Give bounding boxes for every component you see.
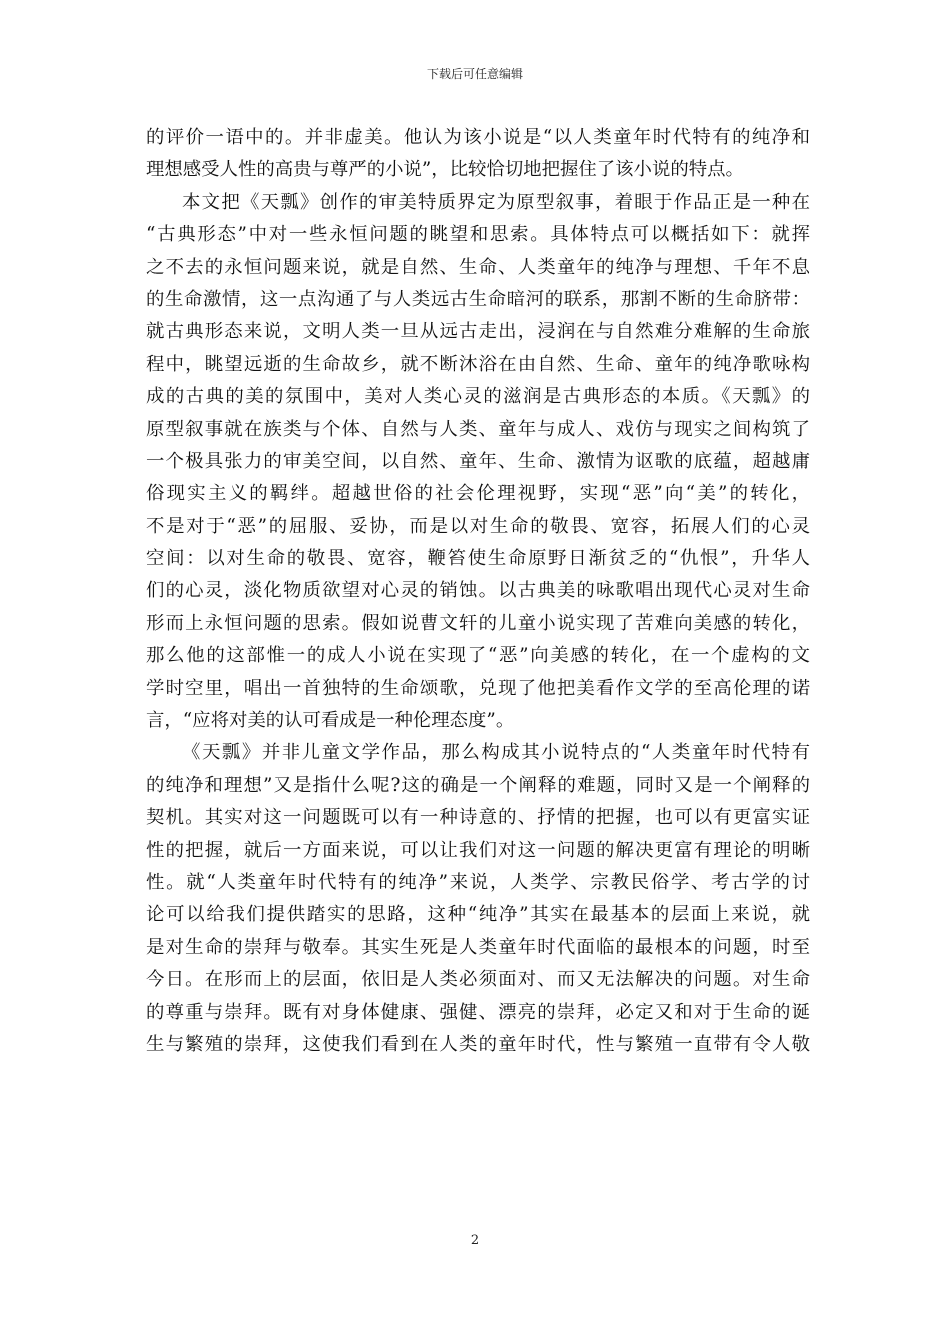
text-line: 的纯净和理想”又是指什么呢?这的确是一个阐释的难题，同时又是一个阐释的 [146, 774, 810, 796]
text-line: 是对生命的崇拜与敬奉。其实生死是人类童年时代面临的最根本的问题，时至 [146, 936, 810, 958]
text-line: 的评价一语中的。并非虚美。他认为该小说是“以人类童年时代特有的纯净和 [146, 127, 810, 148]
text-line: 不是对于“恶”的屈服、妥协，而是以对生命的敬畏、宽容，拓展人们的心灵 [146, 515, 810, 537]
text-line: 俗现实主义的羁绊。超越世俗的社会伦理视野，实现“恶”向“美”的转化， [146, 483, 810, 505]
text-line: 的尊重与崇拜。既有对身体健康、强健、漂亮的崇拜，必定又和对于生命的诞 [146, 1001, 810, 1023]
text-line: 理想感受人性的高贵与尊严的小说”，比较恰切地把握住了该小说的特点。 [146, 159, 744, 181]
text-line: 论可以给我们提供踏实的思路，这种“纯净”其实在最基本的层面上来说，就 [146, 904, 810, 926]
text-line: 言，“应将对美的认可看成是一种伦理态度”。 [146, 710, 515, 732]
page-number: 2 [470, 1233, 480, 1248]
text-line: 原型叙事就在族类与个体、自然与人类、童年与成人、戏仿与现实之间构筑了 [146, 418, 810, 440]
text-line: 那么他的这部惟一的成人小说在实现了“恶”向美感的转化，在一个虚构的文 [146, 645, 810, 667]
text-line: 的生命激情，这一点沟通了与人类远古生命暗河的联系，那割不断的生命脐带： [146, 288, 810, 310]
text-line: 本文把《天瓢》创作的审美特质界定为原型叙事，着眼于作品正是一种在 [182, 191, 810, 213]
text-line: 就古典形态来说，文明人类一旦从远古走出，浸润在与自然难分难解的生命旅 [146, 321, 810, 343]
text-line: 程中，眺望远逝的生命故乡，就不断沐浴在由自然、生命、童年的纯净歌咏构 [146, 353, 810, 375]
text-line: 空间：以对生命的敬畏、宽容，鞭笞使生命原野日渐贫乏的“仇恨”，升华人 [146, 548, 810, 570]
text-line: 契机。其实对这一问题既可以有一种诗意的、抒情的把握，也可以有更富实证 [146, 807, 810, 829]
text-line: 生与繁殖的崇拜，这使我们看到在人类的童年时代，性与繁殖一直带有令人敬 [146, 1033, 810, 1055]
text-line: 形而上永恒问题的思索。假如说曹文轩的儿童小说实现了苦难向美感的转化， [146, 612, 810, 634]
body-text [146, 122, 810, 1061]
text-line: 成的古典的美的氛围中，美对人类心灵的滋润是古典形态的本质。《天瓢》的 [146, 386, 810, 408]
text-line: 学时空里，唱出一首独特的生命颂歌，兑现了他把美看作文学的至高伦理的诺 [146, 677, 810, 699]
text-line: “古典形态”中对一些永恒问题的眺望和思索。具体特点可以概括如下：就挥 [146, 224, 810, 246]
text-line: 一个极具张力的审美空间，以自然、童年、生命、激情为讴歌的底蕴，超越庸 [146, 450, 810, 472]
text-line: 《天瓢》并非儿童文学作品，那么构成其小说特点的“人类童年时代特有 [182, 742, 810, 764]
text-line: 性。就“人类童年时代特有的纯净”来说，人类学、宗教民俗学、考古学的讨 [146, 871, 810, 893]
text-line: 之不去的永恒问题来说，就是自然、生命、人类童年的纯净与理想、千年不息 [146, 256, 810, 278]
text-line: 们的心灵，淡化物质欲望对心灵的销蚀。以古典美的咏歌唱出现代心灵对生命 [146, 580, 810, 602]
page-header: 下载后可任意编辑 [426, 67, 523, 81]
text-line: 性的把握，就后一方面来说，可以让我们对这一问题的解决更富有理论的明晰 [146, 839, 810, 861]
text-line: 今日。在形而上的层面，依旧是人类必须面对、而又无法解决的问题。对生命 [146, 969, 810, 991]
